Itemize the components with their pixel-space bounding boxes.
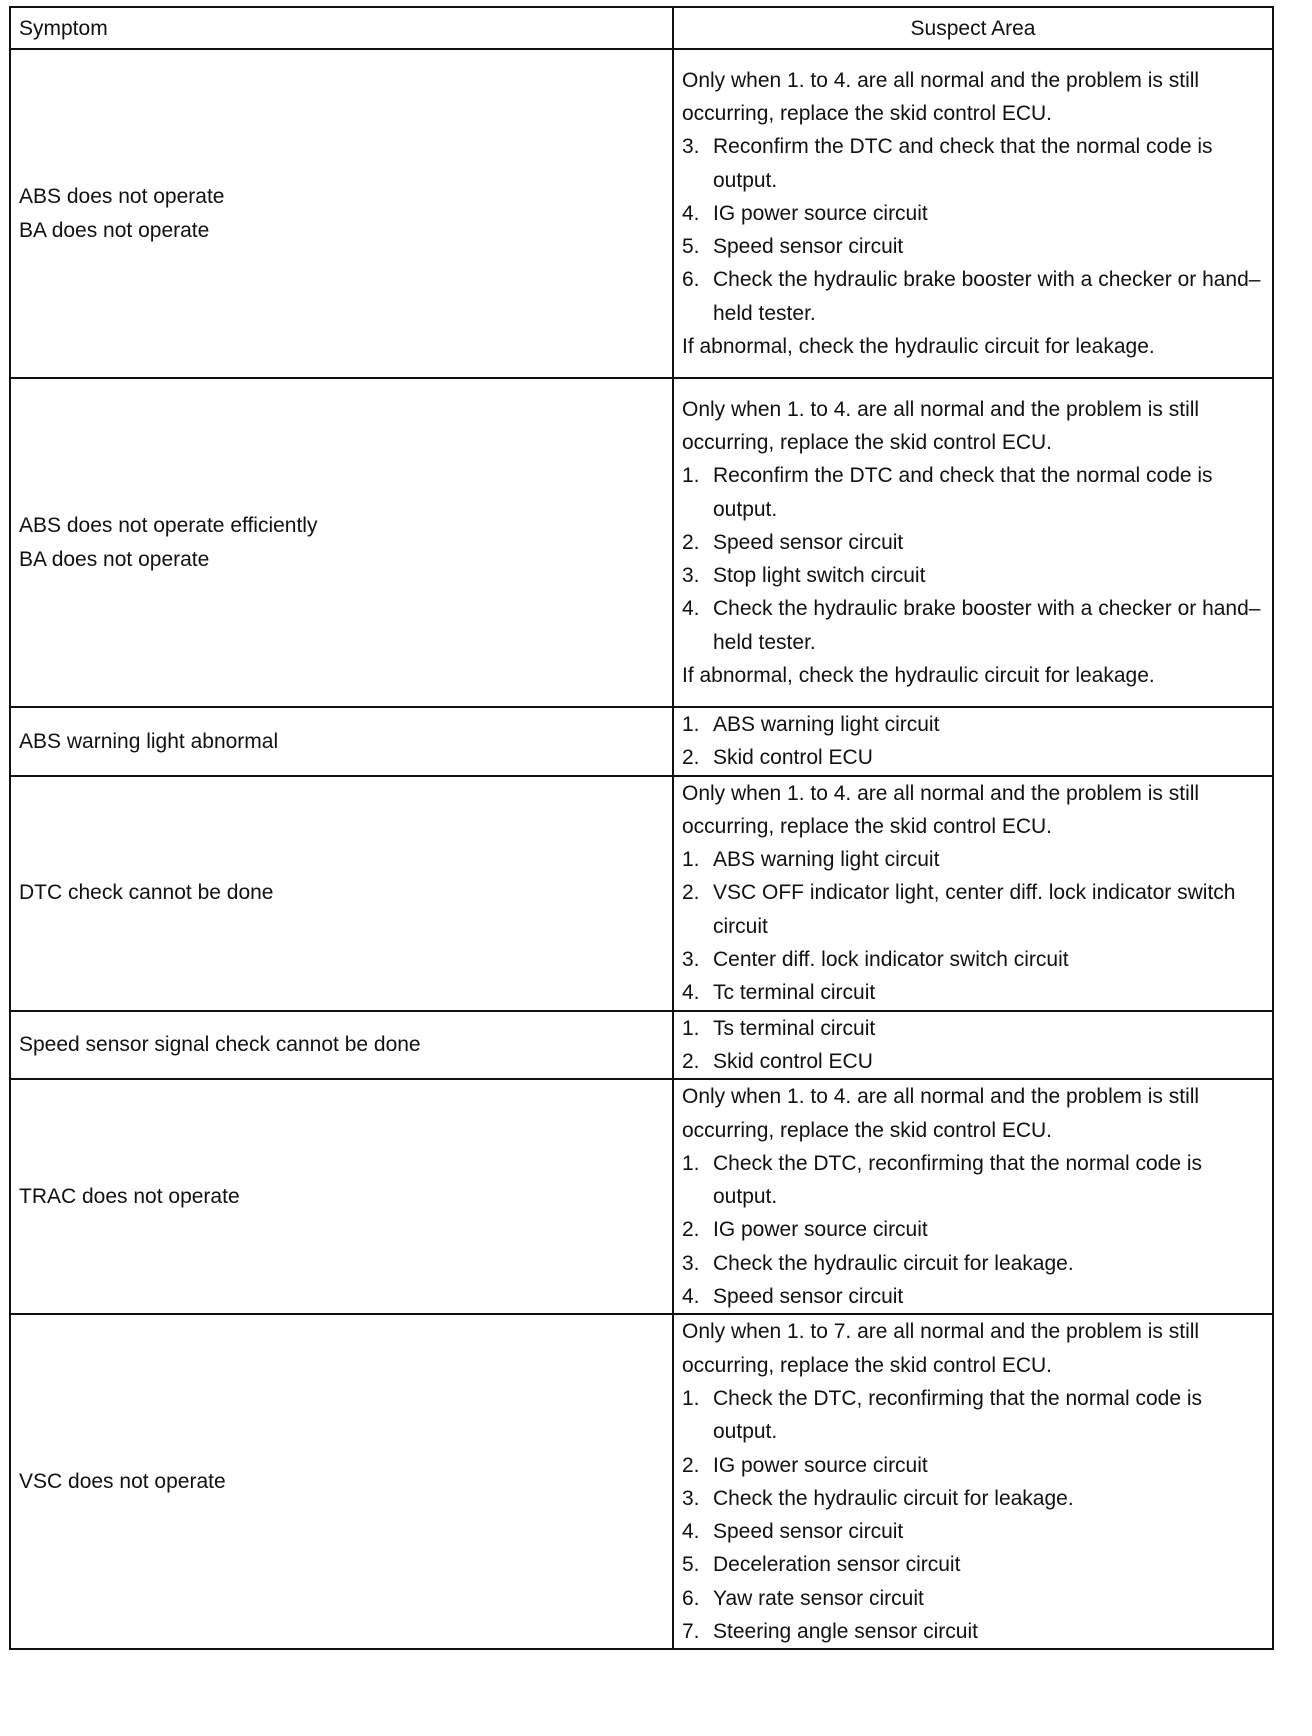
item-text: Speed sensor circuit: [713, 1520, 904, 1544]
list-item: [682, 1582, 1264, 1615]
list-item: [682, 1482, 1264, 1515]
item-number: 4.: [682, 201, 700, 225]
item-number: 4.: [682, 1285, 700, 1309]
symptom-line: TRAC does not operate: [19, 1185, 240, 1209]
symptom-cell: [10, 378, 673, 707]
suspect-area-header: Suspect Area: [673, 7, 1273, 49]
table-row: [10, 1314, 1273, 1649]
item-number: 7.: [682, 1620, 700, 1644]
suspect-area-cell: [673, 1079, 1273, 1314]
symptom-line: ABS does not operate efficiently: [19, 514, 318, 538]
symptom-cell: [10, 49, 673, 378]
table-row: [10, 378, 1273, 707]
item-text: IG power source circuit: [713, 201, 928, 225]
table-row: [10, 707, 1273, 776]
list-item: [682, 1382, 1264, 1449]
list-item: [682, 459, 1264, 526]
item-text: Center diff. lock indicator switch circuit: [713, 948, 1069, 972]
list-item: [682, 1615, 1264, 1648]
item-number: 6.: [682, 1586, 700, 1610]
symptom-line: VSC does not operate: [19, 1470, 226, 1494]
item-text: ABS warning light circuit: [713, 713, 940, 736]
item-number: 3.: [682, 948, 700, 972]
area-outro: If abnormal, check the hydraulic circuit for leakage.: [682, 664, 1155, 688]
item-text: ABS warning light circuit: [713, 848, 940, 872]
list-item: [682, 1515, 1264, 1548]
list-item: [682, 1280, 1264, 1313]
item-number: 4.: [682, 597, 700, 621]
item-number: 2.: [682, 1453, 700, 1477]
item-text: Steering angle sensor circuit: [713, 1620, 978, 1644]
item-number: 5.: [682, 1553, 700, 1577]
area-outro: If abnormal, check the hydraulic circuit for leakage.: [682, 335, 1155, 359]
item-text: Skid control ECU: [713, 1049, 873, 1073]
item-number: 1.: [682, 1016, 700, 1040]
troubleshooting-table: [9, 6, 1274, 1650]
area-intro: Only when 1. to 4. are all normal and the problem is still occurring, replace the skid control ECU.: [682, 397, 1200, 454]
item-text: Reconfirm the DTC and check that the normal code is output.: [713, 135, 1213, 192]
suspect-area-cell: [673, 1011, 1273, 1080]
header-row: [10, 7, 1273, 49]
item-number: 3.: [682, 135, 700, 159]
item-text: Speed sensor circuit: [713, 1285, 904, 1309]
item-number: 3.: [682, 564, 700, 588]
symptom-line: BA does not operate: [19, 547, 210, 571]
list-item: [682, 708, 1264, 741]
item-number: 3.: [682, 1251, 700, 1275]
list-item: [682, 1247, 1264, 1280]
list-item: [682, 741, 1264, 774]
list-item: [682, 197, 1264, 230]
area-intro: Only when 1. to 4. are all normal and the problem is still occurring, replace the skid control ECU.: [682, 68, 1200, 125]
area-intro: Only when 1. to 4. are all normal and the problem is still occurring, replace the skid control ECU.: [682, 781, 1200, 838]
list-item: [682, 1449, 1264, 1482]
item-text: Check the hydraulic brake booster with a checker or hand–held tester.: [713, 597, 1261, 654]
table-row: [10, 1079, 1273, 1314]
item-text: Check the hydraulic circuit for leakage.: [713, 1486, 1074, 1510]
list-item: [682, 943, 1264, 976]
item-text: Reconfirm the DTC and check that the normal code is output.: [713, 464, 1213, 521]
item-text: Yaw rate sensor circuit: [713, 1586, 924, 1610]
item-number: 2.: [682, 530, 700, 554]
item-text: Stop light switch circuit: [713, 564, 926, 588]
list-item: [682, 1045, 1264, 1078]
item-text: Check the DTC, reconfirming that the normal code is output.: [713, 1386, 1203, 1444]
list-item: [682, 559, 1264, 592]
item-text: Check the hydraulic circuit for leakage.: [713, 1251, 1074, 1275]
table-row: [10, 49, 1273, 378]
item-number: 2.: [682, 1049, 700, 1073]
item-number: 2.: [682, 881, 700, 905]
table-row: [10, 776, 1273, 1011]
item-number: 1.: [682, 848, 700, 872]
item-text: Speed sensor circuit: [713, 530, 904, 554]
item-text: VSC OFF indicator light, center diff. lock indicator switch circuit: [713, 881, 1236, 938]
table-row: [10, 1011, 1273, 1080]
list-item: [682, 263, 1264, 330]
list-item: [682, 526, 1264, 559]
item-number: 1.: [682, 1151, 700, 1175]
area-intro: Only when 1. to 7. are all normal and the problem is still occurring, replace the skid control ECU.: [682, 1320, 1200, 1377]
symptom-cell: [10, 1314, 673, 1649]
symptom-line: ABS does not operate: [19, 185, 225, 209]
item-number: 1.: [682, 464, 700, 488]
item-number: 4.: [682, 1520, 700, 1544]
item-text: Deceleration sensor circuit: [713, 1553, 961, 1577]
symptom-line: BA does not operate: [19, 218, 210, 242]
list-item: [682, 230, 1264, 263]
item-number: 5.: [682, 235, 700, 259]
area-intro: Only when 1. to 4. are all normal and the problem is still occurring, replace the skid control ECU.: [682, 1085, 1200, 1142]
list-item: [682, 1012, 1264, 1045]
list-item: [682, 843, 1264, 876]
list-item: [682, 876, 1264, 943]
item-text: IG power source circuit: [713, 1218, 928, 1242]
list-item: [682, 130, 1264, 197]
symptom-cell: [10, 707, 673, 776]
item-number: 2.: [682, 746, 700, 770]
item-number: 2.: [682, 1218, 700, 1242]
list-item: [682, 592, 1264, 659]
symptom-cell: [10, 1011, 673, 1080]
item-number: 1.: [682, 713, 700, 736]
list-item: [682, 976, 1264, 1009]
symptom-cell: [10, 776, 673, 1011]
item-number: 6.: [682, 268, 700, 292]
suspect-area-cell: [673, 776, 1273, 1011]
suspect-area-cell: [673, 707, 1273, 776]
item-number: 3.: [682, 1486, 700, 1510]
item-text: Check the hydraulic brake booster with a checker or hand–held tester.: [713, 268, 1261, 325]
item-text: Ts terminal circuit: [713, 1016, 876, 1040]
list-item: [682, 1213, 1264, 1246]
item-number: 1.: [682, 1386, 700, 1410]
list-item: [682, 1548, 1264, 1581]
list-item: [682, 1147, 1264, 1214]
item-text: Check the DTC, reconfirming that the normal code is output.: [713, 1151, 1203, 1209]
symptom-line: Speed sensor signal check cannot be done: [19, 1033, 421, 1057]
item-number: 4.: [682, 981, 700, 1005]
suspect-area-cell: [673, 378, 1273, 707]
item-text: Speed sensor circuit: [713, 235, 904, 259]
item-text: IG power source circuit: [713, 1453, 928, 1477]
symptom-cell: [10, 1079, 673, 1314]
suspect-area-cell: [673, 1314, 1273, 1649]
symptom-header: Symptom: [10, 7, 673, 49]
suspect-area-cell: [673, 49, 1273, 378]
symptom-line: ABS warning light abnormal: [19, 729, 279, 753]
symptom-line: DTC check cannot be done: [19, 881, 274, 905]
item-text: Tc terminal circuit: [713, 981, 876, 1005]
item-text: Skid control ECU: [713, 746, 873, 770]
